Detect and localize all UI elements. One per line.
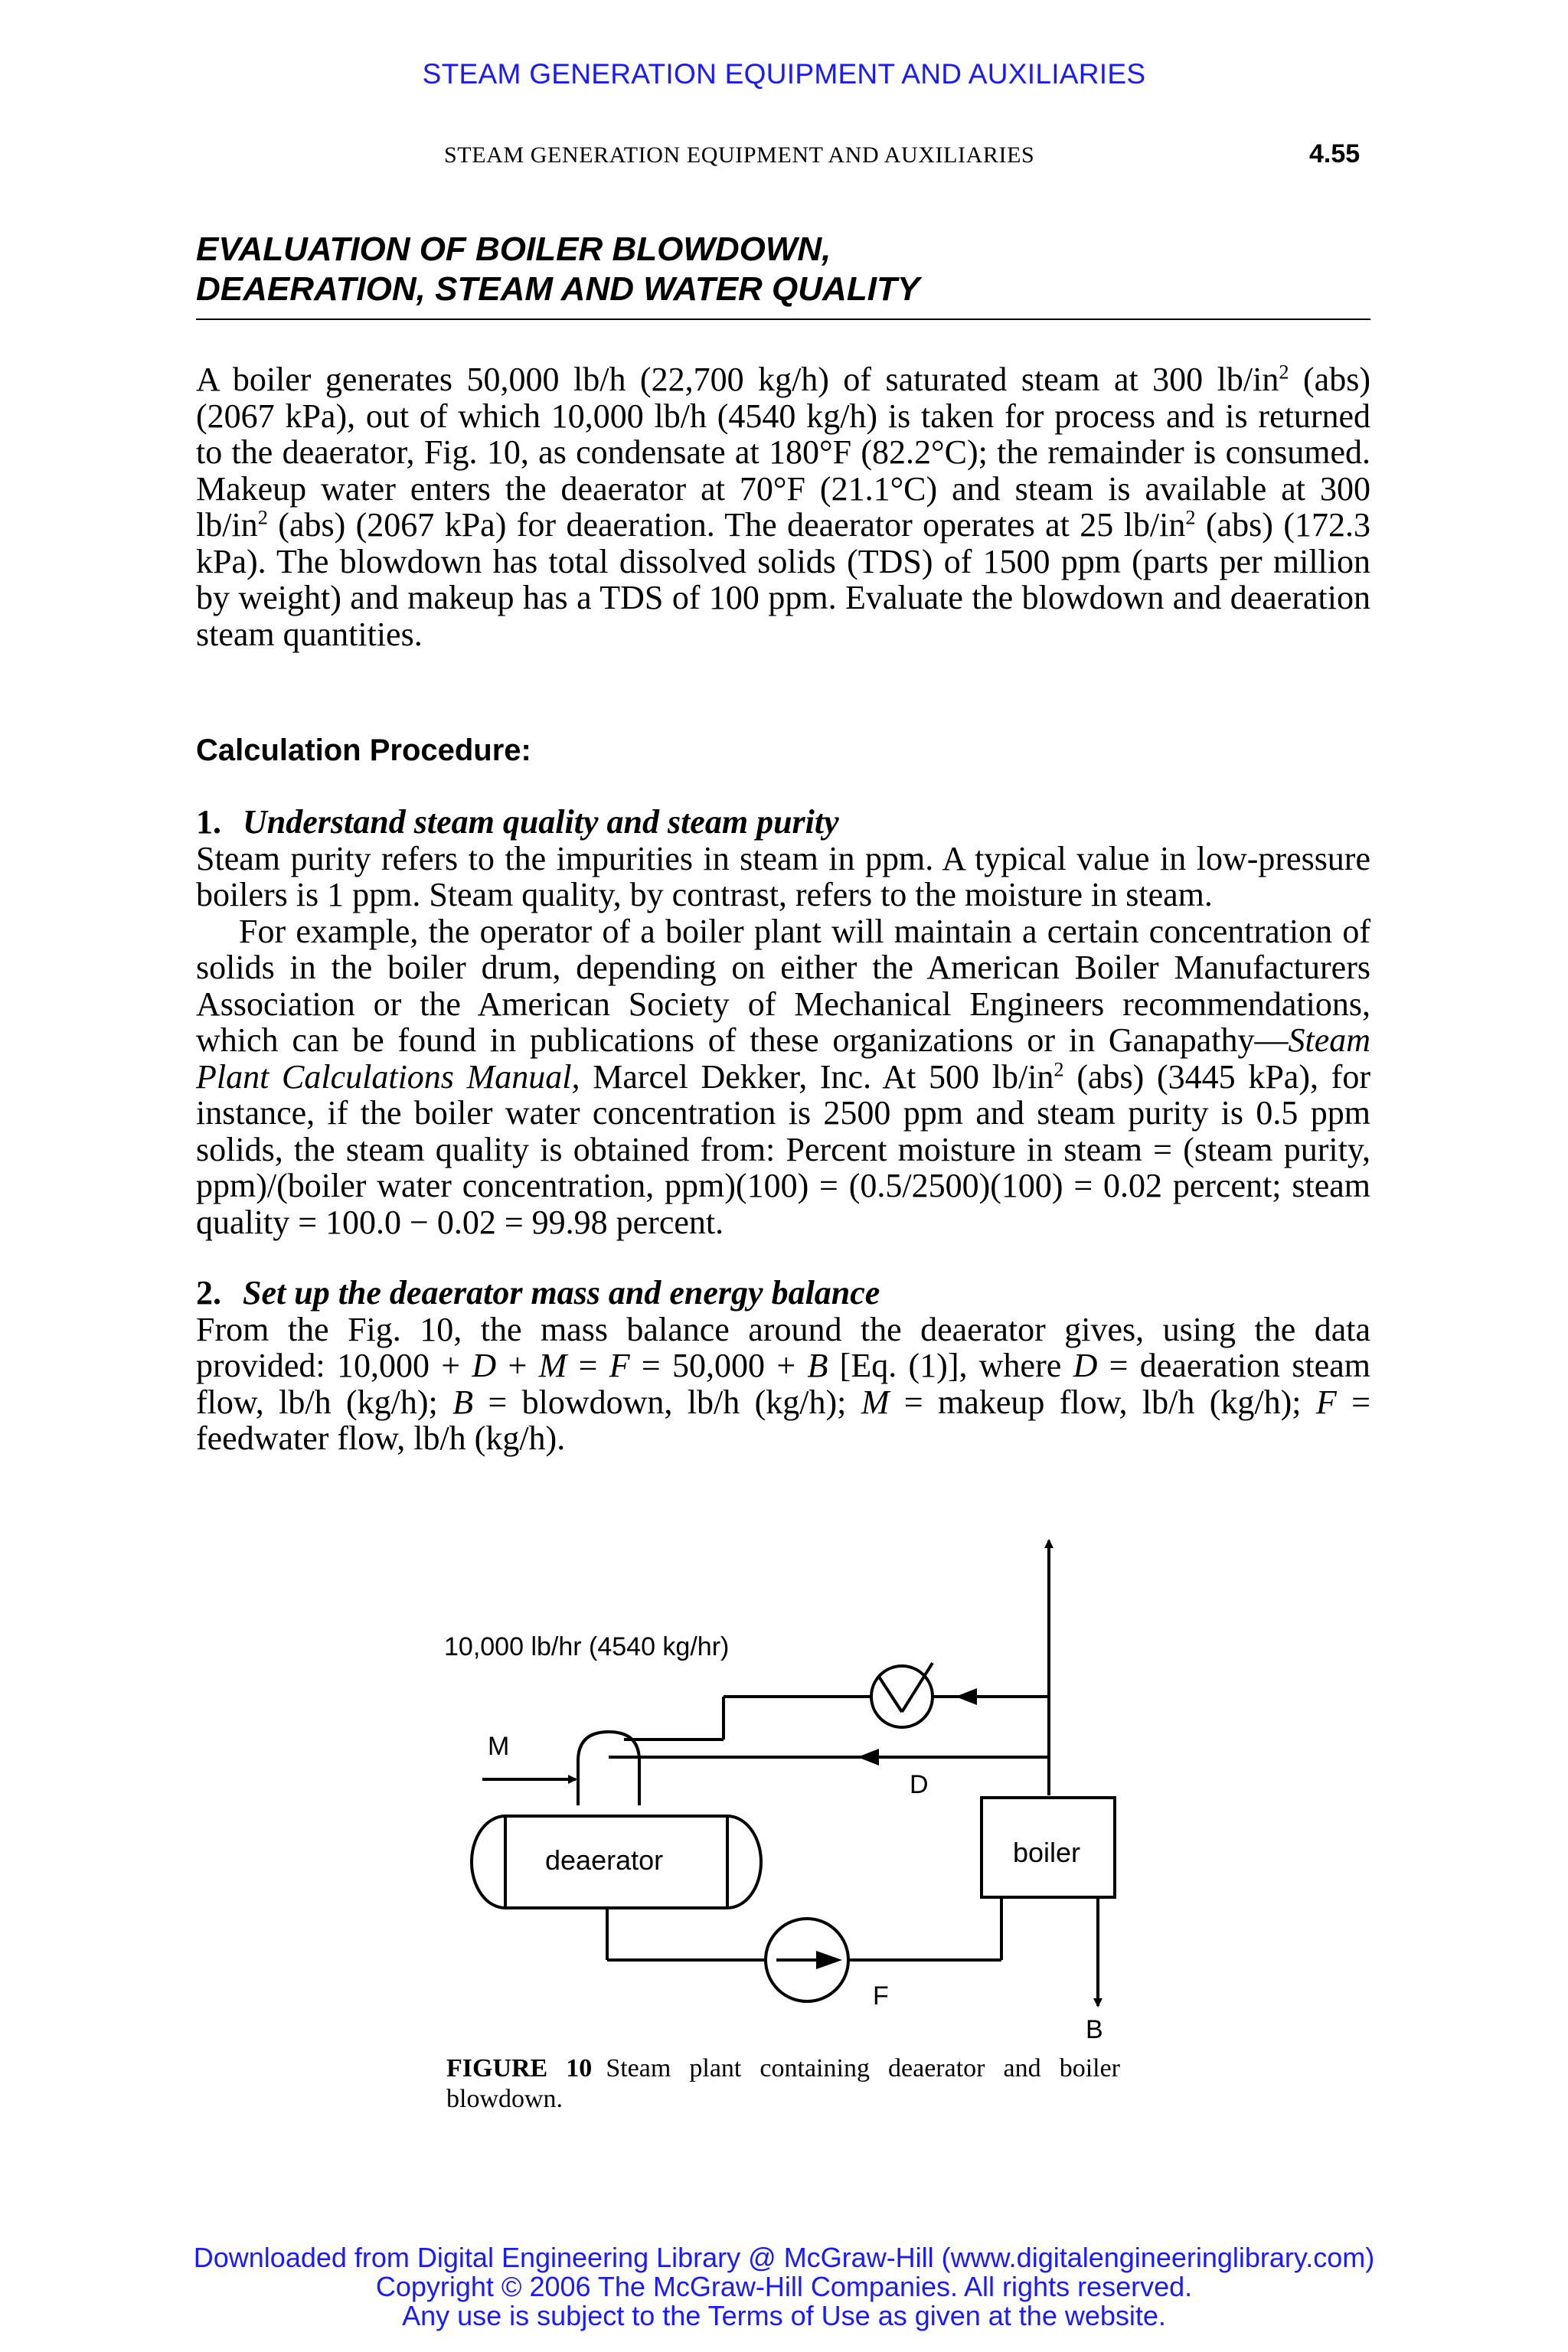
step-2-text: = 50,000 + <box>629 1347 808 1384</box>
step-2-text: = makeup flow, lb/h (kg/h); <box>889 1383 1316 1421</box>
var-d: D <box>1073 1347 1098 1384</box>
step-2-text: + <box>496 1347 539 1384</box>
title-rule <box>196 318 1370 320</box>
var-m: M <box>538 1347 567 1384</box>
deaerator-label: deaerator <box>545 1844 664 1876</box>
footer-terms-line[interactable]: Any use is subject to the Terms of Use as given at the website. <box>402 2300 1166 2331</box>
superscript: 2 <box>257 505 268 529</box>
intro-paragraph <box>196 361 1370 652</box>
step-2-text: From the Fig. 10, the mass balance around the deaerator gives, using the data provided: 10,000 + <box>196 1310 1370 1384</box>
step-1-para-2-b: Marcel Dekker, Inc. At 500 lb/in <box>580 1057 1054 1096</box>
var-f: F <box>609 1347 630 1384</box>
arrow-condensate <box>956 1688 977 1705</box>
calculation-procedure-heading: Calculation Procedure: <box>196 733 531 767</box>
step-2-para-1 <box>196 1312 1370 1457</box>
label-b: B <box>1086 2015 1103 2044</box>
figure-caption-text: Steam plant containing deaerator and boiler blowdown. <box>446 2054 1121 2113</box>
label-m: M <box>488 1732 510 1761</box>
intro-text-b: (abs) (2067 kPa), out of which 10,000 lb/h (4540 kg/h) is taken for process and is returned to the deaerator, Fig. 10, as condensate at 180°F (82.2°C); the remainder is consumed. Makeup water enters the deaerator at 70°F (21.1°C) and steam is available at 300 lb/in <box>196 361 1370 544</box>
arrow-d <box>858 1749 879 1766</box>
label-f: F <box>873 1981 889 2011</box>
step-1-para-2-a: For example, the operator of a boiler plant will maintain a certain concentration of solids in the boiler drum, depending on either the American Boiler Manufacturers Association or the American Society of Mechanical Engineers recommendations, which can be found in publications of these organizations or in Ganapathy— <box>196 912 1370 1059</box>
step-1 <box>196 804 1370 1240</box>
figure-caption <box>446 2053 1120 2115</box>
superscript: 2 <box>1054 1057 1064 1080</box>
section-title <box>196 230 1375 309</box>
step-2-text: = <box>567 1347 609 1384</box>
step-2-heading <box>196 1275 1370 1312</box>
boiler-label: boiler <box>1013 1837 1081 1868</box>
var-d: D <box>472 1347 497 1384</box>
book-title: Steam Plant Calculations Manual, <box>196 1021 1370 1096</box>
title-line-1: EVALUATION OF BOILER BLOWDOWN, <box>196 230 831 268</box>
step-2-text: = deaeration steam flow, lb/h (kg/h); <box>196 1347 1370 1421</box>
superscript: 2 <box>1279 360 1289 384</box>
title-line-2: DEAERATION, STEAM AND WATER QUALITY <box>196 270 920 308</box>
condensate-flow-label: 10,000 lb/hr (4540 kg/hr) <box>444 1632 730 1661</box>
source-banner: STEAM GENERATION EQUIPMENT AND AUXILIARIES <box>422 58 1146 90</box>
var-b: B <box>807 1347 828 1384</box>
intro-text-c: (abs) (2067 kPa) for deaeration. The deaerator operates at 25 lb/in <box>267 506 1186 544</box>
figure-label: FIGURE 10 <box>446 2054 593 2082</box>
step-2-text: = blowdown, lb/h (kg/h); <box>473 1383 861 1421</box>
step-1-title: Understand steam quality and steam purity <box>243 803 839 841</box>
step-2-text: = feedwater flow, lb/h (kg/h). <box>196 1383 1370 1457</box>
intro-text-a: A boiler generates 50,000 lb/h (22,700 kg/h) of saturated steam at 300 lb/in <box>196 361 1279 398</box>
superscript: 2 <box>1185 505 1196 529</box>
step-1-para-1: Steam purity refers to the impurities in steam in ppm. A typical value in low-pressure boilers is 1 ppm. Steam quality, by contrast, refers to the moisture in steam. <box>196 839 1370 913</box>
running-head: STEAM GENERATION EQUIPMENT AND AUXILIARIES <box>444 142 1035 168</box>
var-m: M <box>861 1383 890 1421</box>
step-2-number: 2. <box>196 1274 221 1312</box>
step-1-number: 1. <box>196 803 221 841</box>
page-number: 4.55 <box>1309 139 1361 168</box>
step-2-text: [Eq. (1)], where <box>828 1347 1073 1384</box>
label-d: D <box>910 1770 929 1799</box>
footer-copyright-line: Copyright © 2006 The McGraw-Hill Companies. All rights reserved. <box>375 2271 1193 2302</box>
step-1-heading <box>196 804 1370 841</box>
step-2-title: Set up the deaerator mass and energy balance <box>243 1274 880 1312</box>
pump-arrow <box>816 1951 842 1969</box>
footer-download-line[interactable]: Downloaded from Digital Engineering Library @ McGraw-Hill (www.digitalengineeringlibrary.com) <box>193 2242 1375 2273</box>
step-2 <box>196 1275 1370 1457</box>
step-1-para-2-c: (abs) (3445 kPa), for instance, if the boiler water concentration is 2500 ppm and steam purity is 0.5 ppm solids, the steam quality is obtained from: Percent moisture in steam = (steam purity, ppm)/(boiler water concentration, ppm)(100) = (0.5/2500)(100) = 0.02 percent; steam quality = 100.0 − 0.02 = 99.98 percent. <box>196 1057 1370 1241</box>
figure-10-diagram <box>429 1524 1133 2044</box>
intro-text-d: (abs) (172.3 kPa). The blowdown has total dissolved solids (TDS) of 1500 ppm (parts per million by weight) and makeup has a TDS of 100 ppm. Evaluate the blowdown and deaeration steam quantities. <box>196 506 1371 653</box>
step-1-para-2 <box>196 913 1370 1241</box>
var-b: B <box>452 1383 474 1421</box>
deaerator-dome <box>578 1732 639 1805</box>
var-f: F <box>1315 1383 1337 1421</box>
